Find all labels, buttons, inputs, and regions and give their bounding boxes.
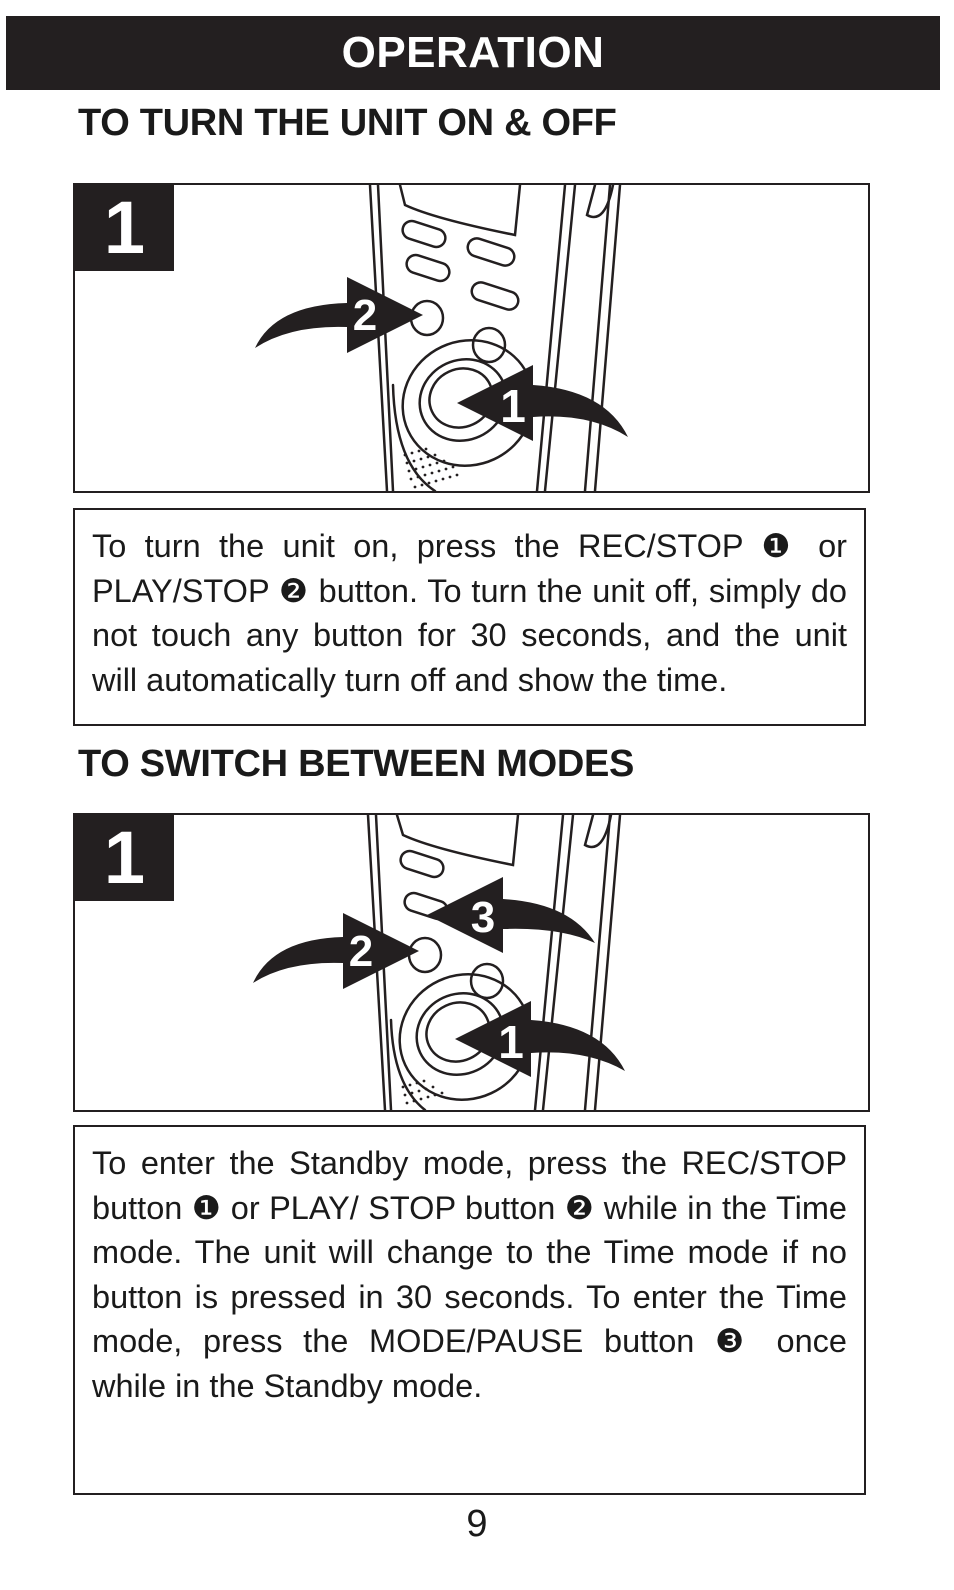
step-badge: 1 <box>75 815 174 901</box>
arrow-3-shape <box>427 877 595 953</box>
arrow-label-2: 2 <box>348 927 374 976</box>
instruction-text-turn-on-off: To turn the unit on, press the REC/STOP ❶ or PLAY/STOP ❷ button. To turn the unit off, simply do not touch any button for 30 seconds, and the unit will automatically turn off and show the time. <box>73 508 866 726</box>
recorder-illustration-1 <box>75 185 868 491</box>
instruction-text-switch-modes: To enter the Standby mode, press the REC/STOP button ❶ or PLAY/ STOP button ❷ while in the Time mode. The unit will change to the Time mode if no button is pressed in 30 seconds. To enter the Time mode, press the MODE/PAUSE button ❸ once while in the Standby mode. <box>73 1125 866 1495</box>
arrow-label-3: 3 <box>470 893 496 942</box>
recorder-illustration-2 <box>75 815 868 1110</box>
page-header-banner <box>6 16 940 90</box>
section-title-switch-modes: TO SWITCH BETWEEN MODES <box>78 743 635 785</box>
arrow-2-shape <box>255 277 423 353</box>
arrow-label-1: 1 <box>498 1016 524 1068</box>
section-title-turn-on-off: TO TURN THE UNIT ON & OFF <box>78 102 617 144</box>
arrow-2-shape <box>253 913 419 989</box>
arrow-label-1: 1 <box>500 380 526 432</box>
step-badge: 1 <box>75 185 174 271</box>
page-number: 9 <box>466 1503 488 1545</box>
illustration-switch-modes <box>73 813 870 1112</box>
page-header-title: OPERATION <box>341 28 605 77</box>
arrow-label-2: 2 <box>352 291 378 340</box>
illustration-turn-on-off <box>73 183 870 493</box>
